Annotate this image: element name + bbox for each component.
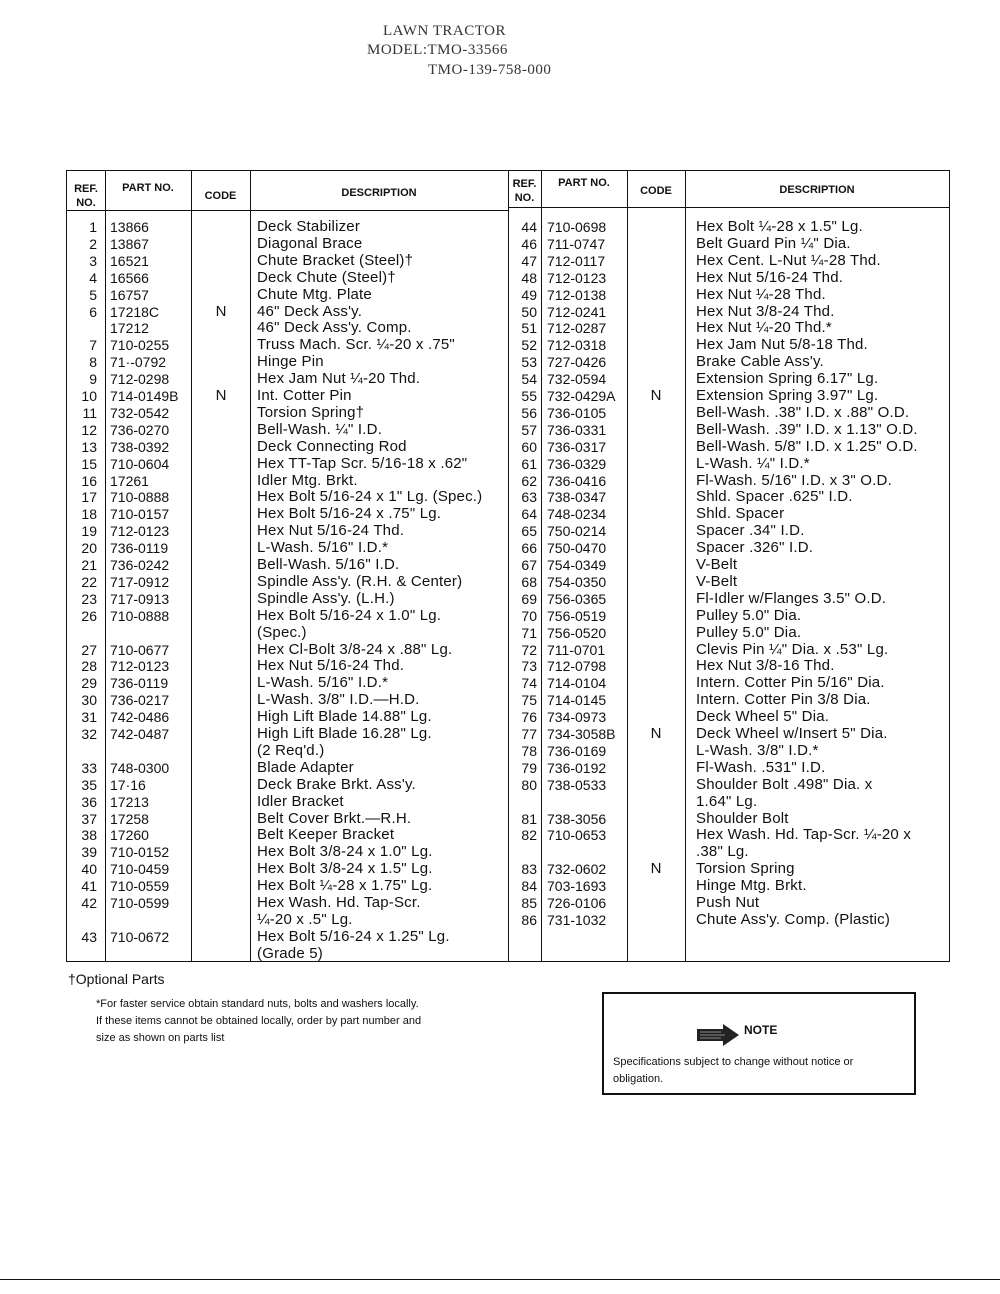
row-desc: (2 Req'd.) — [257, 741, 325, 759]
row-part: 748-0234 — [547, 506, 607, 523]
row-part: 17218C — [110, 303, 160, 320]
row-desc: V-Belt — [696, 572, 738, 590]
row-desc: Blade Adapter — [257, 758, 354, 776]
divider — [541, 171, 542, 961]
row-desc: Bell-Wash. .38" I.D. x .88" O.D. — [696, 403, 910, 421]
row-desc: Hex Cl-Bolt 3/8-24 x .88" Lg. — [257, 640, 453, 658]
row-part: 736-0217 — [110, 692, 170, 709]
row-part: 734-3058B — [547, 726, 616, 742]
row-ref: 52 — [521, 337, 537, 354]
row-part: 732-0542 — [110, 404, 170, 421]
row-ref: 57 — [521, 421, 537, 438]
divider — [67, 210, 508, 211]
row-desc: Hex Bolt 5/16-24 x 1" Lg. (Spec.) — [257, 488, 483, 506]
column-header-description: DESCRIPTION — [779, 184, 855, 196]
row-code: N — [650, 725, 662, 742]
row-desc: Fl-Wash. 5/16" I.D. x 3" O.D. — [696, 471, 892, 489]
row-ref: 81 — [521, 810, 537, 827]
row-ref: 84 — [521, 878, 537, 895]
row-part: 712-0318 — [547, 337, 607, 354]
row-desc: Shld. Spacer .625" I.D. — [696, 488, 853, 506]
row-code: N — [650, 860, 662, 878]
divider — [191, 171, 192, 961]
row-desc: Torsion Spring — [696, 860, 795, 878]
row-ref: 86 — [521, 911, 537, 928]
row-ref: 79 — [521, 759, 537, 776]
row-part: 17258 — [110, 810, 149, 827]
parts-table — [66, 170, 950, 962]
row-part: 756-0519 — [547, 607, 607, 624]
row-ref: 9 — [89, 371, 97, 388]
row-desc: Chute Mtg. Plate — [257, 285, 372, 303]
divider — [105, 171, 106, 961]
row-desc: Spindle Ass'y. (L.H.) — [257, 589, 395, 607]
row-ref: 68 — [521, 573, 537, 590]
row-ref: 74 — [521, 675, 537, 692]
row-desc: Deck Brake Brkt. Ass'y. — [257, 775, 416, 793]
row-ref: 71 — [521, 624, 537, 641]
row-desc: Spacer .326" I.D. — [696, 539, 814, 557]
row-ref: 43 — [81, 928, 97, 945]
divider — [685, 171, 686, 961]
row-ref: 28 — [81, 658, 97, 675]
row-code: N — [650, 387, 662, 404]
row-ref: 37 — [81, 810, 97, 827]
row-desc: Deck Wheel 5" Dia. — [696, 708, 830, 726]
note-line: *For faster service obtain standard nuts, bolts and washers locally. — [96, 998, 419, 1010]
row-ref: 56 — [521, 404, 537, 421]
row-part: 710-0888 — [110, 607, 170, 624]
row-part: 710-0559 — [110, 878, 170, 895]
row-desc: Hex Nut ¼-20 Thd.* — [696, 319, 832, 337]
row-part: 736-0119 — [110, 540, 169, 557]
row-desc: Int. Cotter Pin — [257, 387, 352, 404]
row-ref: 16 — [81, 472, 97, 489]
row-desc: Pulley 5.0" Dia. — [696, 606, 802, 624]
row-part: 738-0392 — [110, 438, 170, 455]
row-part: 738-3056 — [547, 810, 607, 827]
row-ref: 70 — [521, 607, 537, 624]
row-part: 754-0349 — [547, 557, 607, 573]
row-desc: Chute Ass'y. Comp. (Plastic) — [696, 910, 891, 928]
row-desc: L-Wash. 5/16" I.D.* — [257, 674, 389, 692]
row-ref: 27 — [81, 641, 97, 658]
row-desc: Hinge Mtg. Brkt. — [696, 877, 807, 895]
row-desc: Shoulder Bolt — [696, 809, 789, 827]
row-desc: Hex Wash. Hd. Tap-Scr. — [257, 894, 421, 911]
row-ref: 10 — [81, 388, 97, 404]
row-ref: 63 — [521, 489, 537, 506]
row-part: 734-0973 — [547, 709, 607, 726]
row-part: 714-0145 — [547, 692, 607, 709]
row-desc: Bell-Wash. 5/8" I.D. x 1.25" O.D. — [696, 437, 918, 455]
row-part: 732-0602 — [547, 861, 607, 878]
row-part: 731-1032 — [547, 911, 607, 928]
row-part: 712-0798 — [547, 658, 607, 675]
row-part: 754-0350 — [547, 573, 607, 590]
row-ref: 3 — [89, 252, 97, 269]
arrow-right-icon — [697, 1024, 739, 1046]
row-ref: 38 — [81, 827, 97, 844]
row-part: 17212 — [110, 320, 149, 337]
row-part: 736-0105 — [547, 404, 607, 421]
row-desc: Deck Wheel w/Insert 5" Dia. — [696, 725, 888, 742]
row-ref: 53 — [521, 354, 537, 371]
row-ref: 49 — [521, 286, 537, 303]
row-desc: V-Belt — [696, 556, 738, 573]
row-part: 736-0242 — [110, 557, 170, 573]
row-part: 732-0429A — [547, 388, 616, 404]
row-part: 742-0487 — [110, 726, 170, 742]
row-desc: Hex Nut 5/16-24 Thd. — [257, 657, 405, 675]
row-ref: 7 — [89, 337, 97, 354]
row-desc: .38" Lg. — [696, 843, 749, 861]
row-part: 711-0747 — [547, 235, 606, 252]
row-part: 714-0149B — [110, 388, 179, 404]
column-header-part: PART NO. — [122, 182, 174, 194]
row-part: 16566 — [110, 269, 149, 286]
row-desc: Hinge Pin — [257, 353, 324, 371]
row-part: 71·-0792 — [110, 354, 167, 371]
row-desc: Hex Nut 5/16-24 Thd. — [696, 268, 844, 286]
note-label: NOTE — [744, 1023, 778, 1037]
row-ref: 76 — [521, 709, 537, 726]
row-desc: Hex Cent. L-Nut ¼-28 Thd. — [696, 251, 881, 269]
row-part: 717-0913 — [110, 590, 170, 607]
row-desc: Spindle Ass'y. (R.H. & Center) — [257, 572, 463, 590]
optional-parts-legend: †Optional Parts — [68, 971, 165, 987]
row-desc: Extension Spring 3.97" Lg. — [696, 387, 879, 404]
row-desc: L-Wash. 5/16" I.D.* — [257, 539, 389, 557]
row-desc: Hex TT-Tap Scr. 5/16-18 x .62" — [257, 454, 468, 472]
row-ref: 6 — [89, 303, 97, 320]
row-desc: Hex Nut 3/8-16 Thd. — [696, 657, 835, 675]
row-part: 726-0106 — [547, 895, 607, 911]
row-part: 714-0104 — [547, 675, 607, 692]
row-desc: Belt Guard Pin ¼" Dia. — [696, 234, 851, 252]
row-ref: 18 — [81, 506, 97, 523]
note-text-line: obligation. — [613, 1073, 664, 1085]
row-ref: 20 — [81, 540, 97, 557]
row-ref: 55 — [521, 388, 537, 404]
row-part: 16521 — [110, 252, 149, 269]
row-part: 736-0329 — [547, 455, 607, 472]
row-desc: Hex Nut 3/8-24 Thd. — [696, 302, 835, 320]
row-part: 727-0426 — [547, 354, 607, 371]
row-part: 742-0486 — [110, 709, 170, 726]
row-ref: 36 — [81, 793, 97, 810]
row-ref: 40 — [81, 861, 97, 878]
row-part: 703-1693 — [547, 878, 607, 895]
row-ref: 23 — [81, 590, 97, 607]
row-part: 710-0157 — [110, 506, 170, 523]
row-part: 712-0287 — [547, 320, 607, 337]
row-desc: Hex Bolt 3/8-24 x 1.0" Lg. — [257, 843, 433, 861]
row-part: 712-0241 — [547, 303, 607, 320]
row-part: 17213 — [110, 793, 149, 810]
row-part: 17261 — [110, 472, 149, 489]
column-header-part: PART NO. — [558, 177, 610, 189]
row-desc: Hex Jam Nut ¼-20 Thd. — [257, 370, 421, 388]
column-header-ref: REF. NO. — [74, 183, 98, 209]
row-desc: Extension Spring 6.17" Lg. — [696, 370, 879, 388]
row-part: 710-0653 — [547, 827, 607, 844]
row-ref: 42 — [81, 895, 97, 911]
row-ref: 31 — [81, 709, 97, 726]
row-part: 736-0119 — [110, 675, 169, 692]
row-ref: 48 — [521, 269, 537, 286]
row-part: 750-0470 — [547, 540, 607, 557]
row-desc: Deck Chute (Steel)† — [257, 268, 396, 286]
row-ref: 64 — [521, 506, 537, 523]
row-ref: 50 — [521, 303, 537, 320]
row-part: 710-0698 — [547, 219, 607, 235]
row-part: 750-0214 — [547, 523, 607, 540]
row-part: 17·16 — [110, 776, 146, 793]
row-desc: 46" Deck Ass'y. Comp. — [257, 319, 412, 337]
row-desc: L-Wash. 3/8" I.D.* — [696, 741, 819, 759]
row-desc: Hex Nut 5/16-24 Thd. — [257, 522, 405, 540]
row-code: N — [215, 387, 227, 404]
row-desc: Deck Connecting Rod — [257, 437, 407, 455]
row-part: 13866 — [110, 219, 149, 235]
row-desc: Idler Mtg. Brkt. — [257, 471, 358, 489]
row-ref: 12 — [81, 421, 97, 438]
row-part: 710-0255 — [110, 337, 170, 354]
header-model-number: TMO-139-758-000 — [428, 62, 552, 78]
row-ref: 33 — [81, 759, 97, 776]
row-part: 712-0123 — [547, 269, 607, 286]
row-part: 712-0123 — [110, 523, 170, 540]
row-desc: Fl-Wash. .531" I.D. — [696, 758, 826, 776]
row-part: 736-0331 — [547, 421, 607, 438]
row-desc: Shoulder Bolt .498" Dia. x — [696, 775, 873, 793]
row-desc: L-Wash. 3/8" I.D.—H.D. — [257, 691, 420, 709]
row-part: 712-0117 — [547, 252, 606, 269]
row-part: 732-0594 — [547, 371, 607, 388]
row-desc: Hex Bolt ¼-28 x 1.5" Lg. — [696, 218, 863, 235]
row-ref: 26 — [81, 607, 97, 624]
column-header-description: DESCRIPTION — [341, 187, 417, 199]
row-part: 710-0152 — [110, 844, 170, 861]
row-part: 736-0416 — [547, 472, 607, 489]
row-ref: 75 — [521, 692, 537, 709]
row-ref: 62 — [521, 472, 537, 489]
row-part: 16757 — [110, 286, 149, 303]
row-ref: 30 — [81, 692, 97, 709]
row-part: 710-0604 — [110, 455, 170, 472]
row-ref: 46 — [521, 235, 537, 252]
row-ref: 2 — [89, 235, 97, 252]
row-code: N — [215, 302, 227, 320]
row-part: 756-0520 — [547, 624, 607, 641]
note-line: size as shown on parts list — [96, 1032, 225, 1044]
row-desc: Shld. Spacer — [696, 505, 785, 523]
note-box — [602, 992, 916, 1095]
row-ref: 13 — [81, 438, 97, 455]
note-text — [613, 1054, 913, 1088]
row-desc: Pulley 5.0" Dia. — [696, 623, 802, 641]
row-ref: 15 — [81, 455, 97, 472]
header-model: MODEL:TMO-33566 — [367, 42, 508, 58]
row-ref: 83 — [521, 861, 537, 878]
row-ref: 8 — [89, 354, 97, 371]
row-desc: Bell-Wash. 5/16" I.D. — [257, 556, 400, 573]
row-desc: Belt Keeper Bracket — [257, 826, 395, 844]
row-ref: 44 — [521, 219, 537, 235]
row-ref: 39 — [81, 844, 97, 861]
row-part: 738-0347 — [547, 489, 607, 506]
row-desc: (Grade 5) — [257, 944, 323, 962]
row-ref: 22 — [81, 573, 97, 590]
row-desc: Hex Bolt 3/8-24 x 1.5" Lg. — [257, 860, 433, 878]
row-part: 736-0317 — [547, 438, 607, 455]
note-text-line: Specifications subject to change without notice or — [613, 1056, 854, 1068]
row-desc: Hex Bolt ¼-28 x 1.75" Lg. — [257, 877, 433, 895]
row-part: 17260 — [110, 827, 149, 844]
row-part: 710-0599 — [110, 895, 170, 911]
row-desc: L-Wash. ¼" I.D.* — [696, 454, 810, 472]
row-ref: 66 — [521, 540, 537, 557]
row-ref: 77 — [521, 726, 537, 742]
row-part: 756-0365 — [547, 590, 607, 607]
row-ref: 51 — [521, 320, 537, 337]
row-part: 736-0169 — [547, 742, 607, 759]
row-part: 712-0298 — [110, 371, 170, 388]
row-ref: 72 — [521, 641, 537, 658]
row-ref: 54 — [521, 371, 537, 388]
row-desc: Intern. Cotter Pin 5/16" Dia. — [696, 674, 885, 692]
column-header-code: CODE — [204, 190, 237, 202]
row-ref: 80 — [521, 776, 537, 793]
row-ref: 11 — [82, 404, 97, 421]
row-part: 710-0677 — [110, 641, 170, 658]
row-part: 748-0300 — [110, 759, 170, 776]
row-desc: Diagonal Brace — [257, 234, 363, 252]
row-desc: Belt Cover Brkt.—R.H. — [257, 809, 412, 827]
row-ref: 60 — [521, 438, 537, 455]
row-desc: 1.64" Lg. — [696, 792, 758, 810]
standard-hardware-note — [96, 996, 496, 1047]
row-part: 710-0672 — [110, 928, 170, 945]
row-desc: Hex Bolt 5/16-24 x .75" Lg. — [257, 505, 442, 523]
row-part: 712-0138 — [547, 286, 607, 303]
row-part: 710-0459 — [110, 861, 170, 878]
row-part: 738-0533 — [547, 776, 607, 793]
row-desc: High Lift Blade 16.28" Lg. — [257, 725, 432, 742]
row-desc: Hex Jam Nut 5/8-18 Thd. — [696, 336, 868, 354]
row-ref: 5 — [89, 286, 97, 303]
column-header-code: CODE — [640, 185, 672, 197]
row-ref: 85 — [521, 895, 537, 911]
row-desc: Hex Wash. Hd. Tap-Scr. ¼-20 x — [696, 826, 912, 844]
row-desc: Push Nut — [696, 894, 760, 911]
row-desc: Clevis Pin ¼" Dia. x .53" Lg. — [696, 640, 889, 658]
row-ref: 78 — [521, 742, 537, 759]
row-desc: Hex Bolt 5/16-24 x 1.0" Lg. — [257, 606, 442, 624]
divider — [250, 171, 251, 961]
row-part: 736-0270 — [110, 421, 170, 438]
row-desc: 46" Deck Ass'y. — [257, 302, 363, 320]
row-part: 712-0123 — [110, 658, 170, 675]
row-ref: 73 — [521, 658, 537, 675]
row-part: 736-0192 — [547, 759, 607, 776]
row-part: 717-0912 — [110, 573, 170, 590]
row-ref: 82 — [521, 827, 537, 844]
row-desc: Brake Cable Ass'y. — [696, 353, 824, 371]
row-ref: 67 — [521, 557, 537, 573]
row-desc: Spacer .34" I.D. — [696, 522, 805, 540]
row-desc: Truss Mach. Scr. ¼-20 x .75" — [257, 336, 455, 354]
row-ref: 41 — [81, 878, 97, 895]
header-title: LAWN TRACTOR — [383, 23, 506, 39]
row-part: 13867 — [110, 235, 149, 252]
page-bottom-rule — [0, 1279, 1000, 1280]
row-ref: 29 — [81, 675, 97, 692]
row-desc: Bell-Wash. .39" I.D. x 1.13" O.D. — [696, 420, 918, 438]
row-desc: Deck Stabilizer — [257, 218, 361, 235]
row-ref: 4 — [89, 269, 97, 286]
row-desc: Torsion Spring† — [257, 403, 365, 421]
row-part: 710-0888 — [110, 489, 170, 506]
column-header-ref: REF. NO. — [512, 178, 537, 204]
row-ref: 65 — [521, 523, 537, 540]
row-desc: Intern. Cotter Pin 3/8 Dia. — [696, 691, 871, 709]
row-desc: (Spec.) — [257, 623, 307, 641]
row-part: 711-0701 — [547, 641, 606, 658]
row-desc: High Lift Blade 14.88" Lg. — [257, 708, 432, 726]
row-ref: 17 — [81, 489, 97, 506]
row-desc: Hex Nut ¼-28 Thd. — [696, 285, 826, 303]
row-desc: Fl-Idler w/Flanges 3.5" O.D. — [696, 589, 887, 607]
row-ref: 61 — [521, 455, 537, 472]
row-desc: Bell-Wash. ¼" I.D. — [257, 420, 383, 438]
row-desc: Hex Bolt 5/16-24 x 1.25" Lg. — [257, 927, 450, 945]
row-ref: 35 — [81, 776, 97, 793]
row-ref: 21 — [81, 557, 97, 573]
row-ref: 69 — [521, 590, 537, 607]
divider — [508, 207, 949, 208]
row-desc: ¼-20 x .5" Lg. — [257, 910, 353, 928]
divider — [627, 171, 628, 961]
row-ref: 1 — [89, 219, 97, 235]
row-desc: Idler Bracket — [257, 792, 344, 810]
row-ref: 47 — [521, 252, 537, 269]
row-desc: Chute Bracket (Steel)† — [257, 251, 414, 269]
note-line: If these items cannot be obtained locally, order by part number and — [96, 1015, 422, 1027]
row-ref: 19 — [81, 523, 97, 540]
row-ref: 32 — [81, 726, 97, 742]
